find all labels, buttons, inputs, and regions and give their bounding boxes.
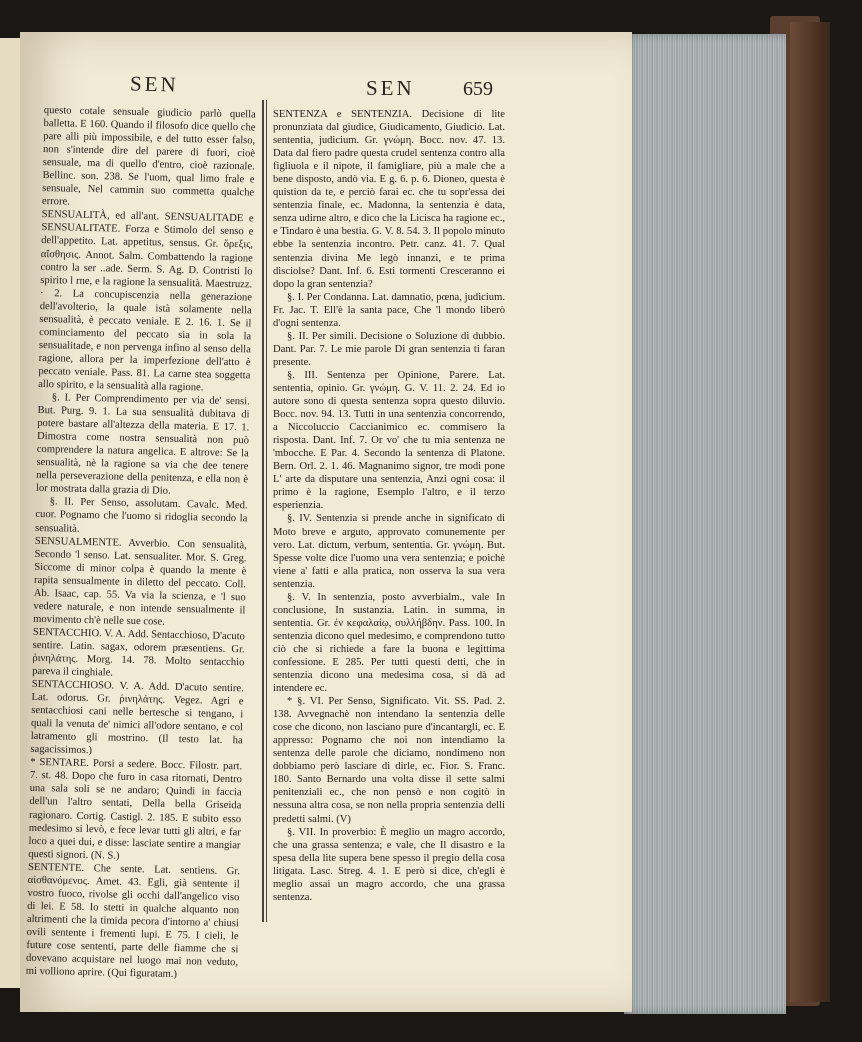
page-block-edges xyxy=(624,34,786,1014)
dictionary-entry: * SENTARE. Porsi a sedere. Bocc. Filostr. part. 7. st. 48. Dopo che furo in casa ritornati, Dentro una sala soli se ne andaro; Quindi in faccia dell'un l'altro sentati, Della bella Griseida ragionaro. Cortig. Castigl. 2. 185. E subito esso medesimo si levò, e fece levar tutti gli altri, e far loco a quei dui, e disse: lasciate sentire a mangiar questi signori. (N. S.) xyxy=(28,757,243,862)
entry-subsection: §. I. Per Comprendimento per via de' sensi. But. Purg. 9. 1. La sua sensualità dubitava di potere bastare all'altezza della materia. E 17. 1. Dimostra come nostra sensualità non può comprendere la natura angelica. E altrove: Se la sensualità, nè la ragione sa via che dee tenere nella perseverazione della penitenza, e ella non è lor mostrata dalla grazia di Dio. xyxy=(35,392,250,498)
entry-subsection: * §. VI. Per Senso, Significato. Vit. SS. Pad. 2. 138. Avvegnachè non intendano la sentenzia delle cose che dicono, non lasciano pure d'incantargli, ec. E appresso: Pognamo che noi non intendiamo la sentenza delle parole che diciamo, nondimeno non dobbiamo però lasciare di dirle, ec. Fior. S. Franc. 180. Santo Bernardo una volta disse il sette salmi penitenziali ec., che non pensò e non cogitò in nessuna altra cosa, se non nella propria sentenzia delli predetti salmi. (V) xyxy=(273,696,505,825)
dictionary-entry: SENTENTE. Che sente. Lat. sentiens. Gr. αἰσθανόμενος. Amet. 43. Egli, già sentente il vostro fuoco, rivolse gli occhi dall'angelico viso di lei. E 58. Io stetti in qualche alquanto non altrimenti che la timida pecora d'intorno a' chiusi ovili sentente i frementi lupi. E 75. I cieli, le future cose sententi, parte delle fiamme che si dovevano acquistare nel luogo mai non veduto, mi volliono aprire. (Qui figuratam.) xyxy=(25,861,241,981)
right-text-column xyxy=(273,108,505,928)
entry-subsection: §. VII. In proverbio: È meglio un magro accordo, che una grassa sentenza; e vale, che Il disastro e la spesa della lite supera bene spesso il pregio della cosa litigata. Lasc. Streg. 4. 1. E però si dice, ch'egli è meglio assai un magro accordo, che una grassa sentenza. xyxy=(273,826,505,903)
dictionary-entry: SENTACCHIO. V. A. Add. Sentacchioso, D'acuto sentire. Latin. sagax, odorem præsentiens. Gr. ῥινηλάτης. Morg. 14. 78. Molto sentacchio pareva il cinghiale. xyxy=(31,626,246,679)
dictionary-entry: SENTENZA e SENTENZIA. Decisione di lite pronunziata dal giudice, Giudicamento, Giudicio. Lat. sententia, judicium. Gr. γνώμη. Bocc. nov. 47. 13. Data dal fiero padre questa crudel sentenza contro alla figliuola e il nipote, il famigliare, più a male che a bene disposto, andò via. E g. 6. p. 6. Dioneo, questa è quistion da te, e perciò farai ec. che tu sopr'essa dei sentenzia finale, ec. Madonna, la sentenzia è data, senza udirne altro, e dico che la Licisca ha ragione ec., e Tindaro è una bestia. G. V. 8. 54. 3. Il popolo minuto ebbe la sentenzia incontro. Petr. canz. 41. 7. Qual sentenzia divina Me legò innanzi, e te prima disciolse? Dant. Inf. 6. Esti tormenti Cresceranno ei dopo la gran sentenzia? xyxy=(273,109,505,290)
entry-subsection: §. II. Per Senso, assolutam. Cavalc. Med. cuor. Pognamo che l'uomo si ridoglia secondo la sensualità. xyxy=(35,496,248,535)
entry-subsection: §. IV. Sentenzia si prende anche in significato di Moto breve e arguto, approvato comunemente per vero. Lat. dictum, verbum, sententia. Gr. γνώμη. But. Spesse volte dice l'uomo una vera sentenzia; e poichè viene a' fatti e alla pratica, non osserva la sua vera sentenzia. xyxy=(273,513,505,590)
entry-subsection: §. II. Per simili. Decisione o Soluzione di dubbio. Dant. Par. 7. Le mie parole Di gran sentenzia ti faran presente. xyxy=(273,330,505,368)
book-cover-edge xyxy=(790,22,830,1002)
left-running-head: SEN xyxy=(129,71,180,97)
dictionary-entry: SENSUALITÀ, ed all'ant. SENSUALITADE e SENSUALITATE. Forza e Stimolo del senso e dell'appetito. Lat. appetitus, sensus. Gr. ὄρεξις, αἴσθησις. Annot. Salm. Combattendo la ragione contro la ser ..ade. Serm. S. Ag. D. Contristi lo spirito l rne, e la ragione la sensualità. Maestruzz. · 2. La concupiscenzia nella generazione dell'avolterio, la quale istà solamente nella sensualità, è peccato veniale. E 2. 16. 1. Se il cominciamento del peccato sia in sola la sensualitade, e non pervenga infino al senso della ragione, allora per la imperfezione dell'atto è peccato veniale. Pass. 81. La carne stea soggetta allo spirito, e la sensualità alla ragione. xyxy=(38,209,254,394)
page-number: 659 xyxy=(463,78,493,100)
right-running-head: SEN xyxy=(366,76,415,100)
entry-subsection: §. I. Per Condanna. Lat. damnatio, pœna, judicium. Fr. Jac. T. Ell'è la santa pace, Che 'l mondo liberò d'ogni sentenza. xyxy=(273,291,505,329)
column-rule xyxy=(266,100,267,922)
dictionary-entry: SENTACCHIOSO. V. A. Add. D'acuto sentire. Lat. odorus. Gr. ῥινηλάτης. Vegez. Agri e sentacchiosi cani nelle bertesche si tengano, i quali la venuta de' nimici all'odore sentano, e col latramento gli mostrino. (Il testo lat. ha sagacissimos.) xyxy=(30,678,244,757)
left-text-column xyxy=(25,104,256,981)
entry-subsection: §. III. Sentenza per Opinione, Parere. Lat. sententia, opinio. Gr. γνώμη. G. V. 11. 2. 24. Ed io autore sono di questa sentenza sopra questo diluvio. Bocc. nov. 94. 13. Tutti in una sentenzia concorrendo, a Niccoluccio Caccianimico ec. commisero la risposta. Dant. Inf. 7. Or vo' che tu mia sentenza ne 'mbocche. E Par. 4. Secondo la sentenza di Platone. Bern. Orl. 2. 1. 46. Magnanimo signor, tre modi pone L' arte da disputare una sentenzia, Anzi ogni cosa: il primo è la ragione, Esemplo l'altro, e il terzo esperienzia. xyxy=(273,369,505,512)
entry-subsection: §. V. In sentenzia, posto avverbialm., vale In conclusione, In sustanzia. Latin. in summa, in sententia. Gr. ἐν κεφαλαίῳ, συλλήβδην. Pass. 100. In sentenzia dicono quel medesimo, e comprendono tutto ciò che si richiede a fare la buona e legittima confessione. E 285. Per tutti questi detti, che in sentenzia dicono una medesima cosa, si dà ad intendere ec. xyxy=(273,591,505,695)
column-rule xyxy=(262,100,264,922)
dictionary-entry: SENSUALMENTE. Avverbio. Con sensualità, Secondo 'l senso. Lat. sensualiter. Mor. S. Greg. Siccome di minor colpa è quando la mente è rapita sensualmente in diletto del peccato. Coll. Ab. Isaac, cap. 55. Va via la scienza, e 'l suo vedere naturale, e non intende sensualmente il movimento ch'è nelle sue cose. xyxy=(33,535,247,628)
dictionary-entry: questo cotale sensuale giudicio parlò quella balletta. E 160. Quando il filosofo dice quello che pare alli più impossibile, e del tutto esser falso, non s'intende dire del parere di fuori, cioè sensuale, ma di quello d'entro, cioè razionale. Bellinc. son. 238. Se l'uom, qual limo frale e sensuale, Nel cammin suo commetta qualche errore. xyxy=(41,104,256,208)
